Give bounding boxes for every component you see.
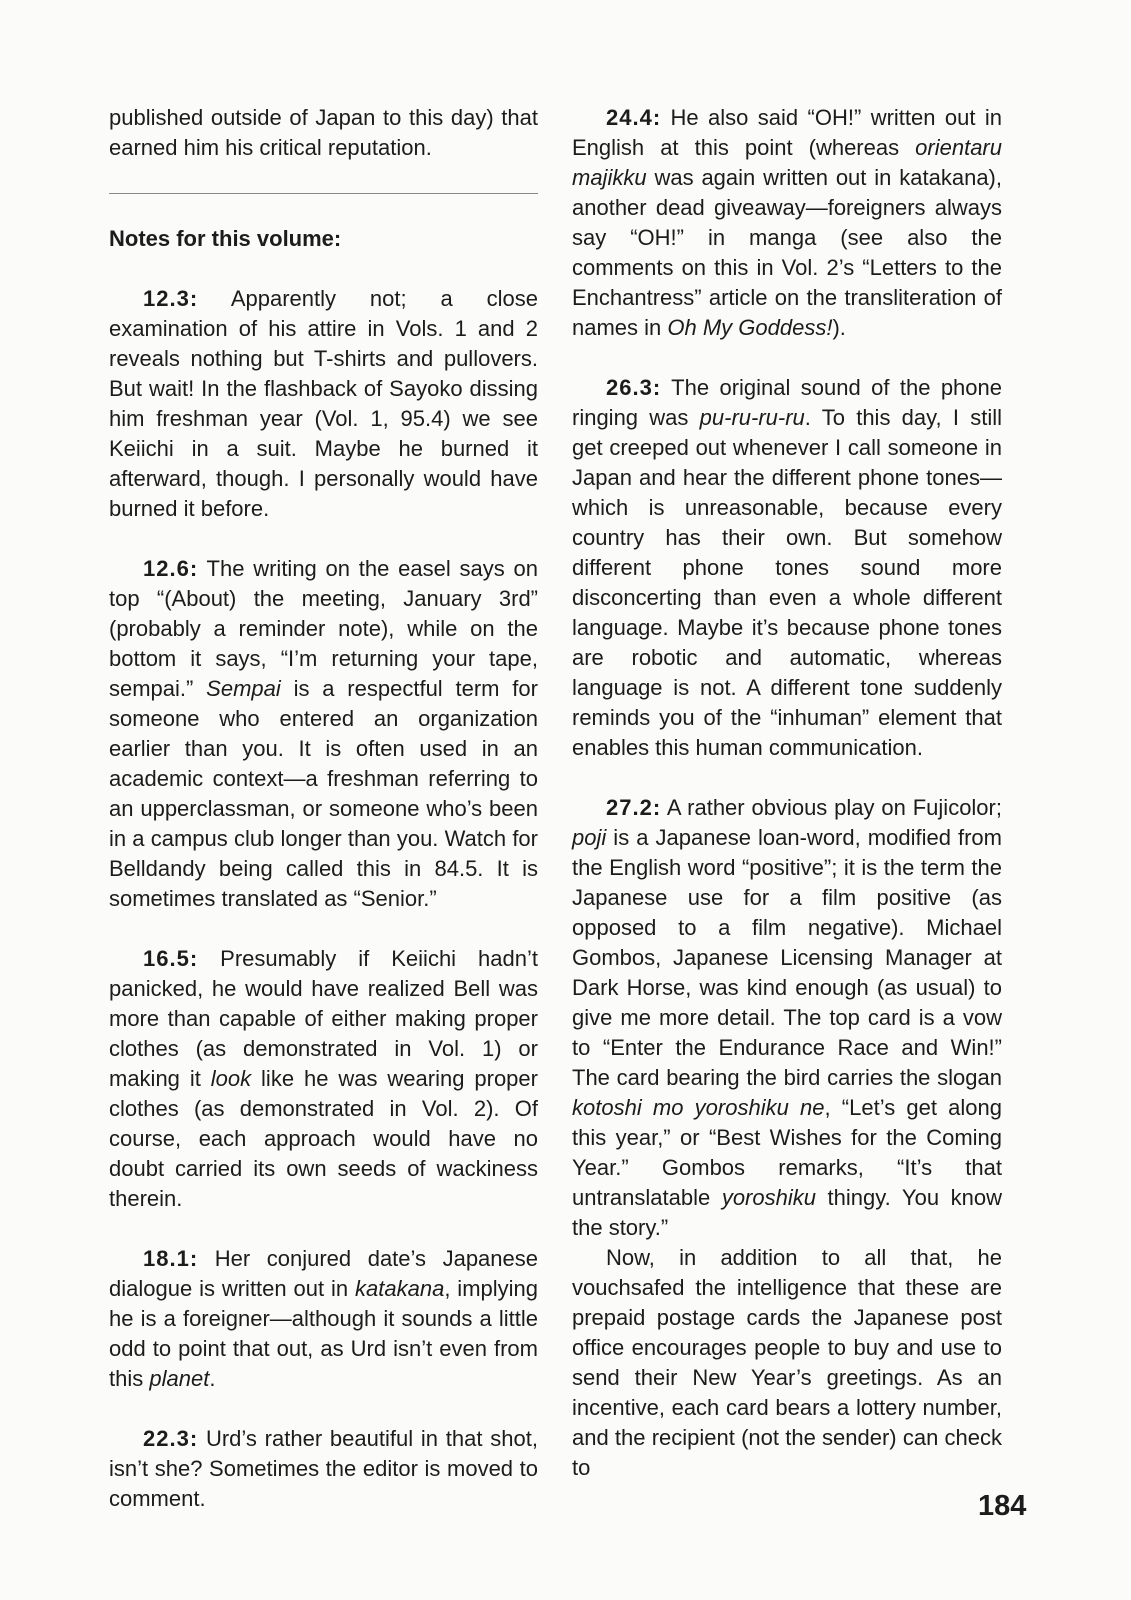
- note-text: Presumably if Keiichi hadn’t panicked, he would have realized Bell was more than capable of either making proper clothes (as demonstrated in Vol. 1) or making it: [109, 946, 538, 1091]
- continuation-paragraph: published outside of Japan to this day) that earned him his critical reputation.: [109, 105, 538, 160]
- italic-term: yoroshiku: [721, 1185, 816, 1210]
- note-id: 18.1:: [143, 1246, 199, 1271]
- note-id: 24.4:: [606, 105, 662, 130]
- note-text: The writing on the easel says on top “(About) the meeting, January 3rd” (probably a reminder note), while on the bottom it says, “I’m returning your tape, sempai.”: [109, 556, 538, 701]
- note-12-3: [109, 284, 538, 524]
- note-text: He also said “OH!” written out in English at this point (whereas: [572, 105, 1002, 160]
- note-id: 12.3:: [143, 286, 199, 311]
- note-16-5: [109, 944, 538, 1214]
- note-26-3: [572, 373, 1002, 763]
- note-text: , implying he is a foreigner—although it sounds a little odd to point that out, as Urd isn’t even from this: [109, 1276, 539, 1391]
- trailing-paragraph: Now, in addition to all that, he vouchsafed the intelligence that these are prepaid postage cards the Japanese post office encourages people to buy and use to send their New Year’s greetings. As an incentive, each card bears a lottery number, and the recipient (not the sender) can check to: [572, 1245, 1002, 1480]
- note-id: 27.2:: [606, 795, 662, 820]
- note-12-6: [109, 554, 538, 914]
- right-column: [572, 103, 1002, 1483]
- italic-term: Oh My Goddess!: [667, 315, 833, 340]
- section-divider: [109, 193, 538, 194]
- note-text: Her conjured date’s Japanese dialogue is written out in: [109, 1246, 538, 1301]
- section-heading: Notes for this volume:: [109, 226, 342, 251]
- note-text: The original sound of the phone ringing was: [572, 375, 1002, 430]
- italic-term: planet: [149, 1366, 210, 1391]
- note-text: is a Japanese loan-word, modified from the English word “positive”; it is the term the Japanese use for a film positive (as opposed to a film negative). Michael Gombos, Japanese Licensing Manager at Dark Horse, was kind enough (as usual) to give me more detail. The top card is a vow to “Enter the Endurance Race and Win!” The card bearing the bird carries the slogan: [572, 825, 1002, 1090]
- note-id: 12.6:: [143, 556, 199, 581]
- note-id: 16.5:: [143, 946, 199, 971]
- italic-term: look: [210, 1066, 252, 1091]
- italic-term: orientaru majikku: [572, 135, 1002, 190]
- left-column: [109, 103, 538, 1544]
- italic-term: poji: [572, 825, 607, 850]
- note-27-2: [572, 793, 1002, 1243]
- note-text: , “Let’s get along this year,” or “Best Wishes for the Coming Year.” Gombos remarks, “It’s that untranslatable: [572, 1095, 1002, 1210]
- note-text: A rather obvious play on Fujicolor;: [666, 795, 1002, 820]
- note-text: like he was wearing proper clothes (as demonstrated in Vol. 2). Of course, each approach would have no doubt carried its own seeds of wackiness therein.: [109, 1066, 538, 1211]
- note-id: 26.3:: [606, 375, 662, 400]
- italic-term: katakana: [355, 1276, 445, 1301]
- note-text: thingy. You know the story.”: [572, 1185, 1003, 1240]
- italic-term: kotoshi mo yoroshiku ne: [572, 1095, 825, 1120]
- page-number: 184: [978, 1490, 1027, 1522]
- note-24-4: [572, 103, 1002, 343]
- note-18-1: [109, 1244, 538, 1394]
- note-22-3: [109, 1424, 538, 1514]
- note-text: ).: [832, 315, 846, 340]
- italic-term: pu-ru-ru-ru: [699, 405, 805, 430]
- note-text: . To this day, I still get creeped out whenever I call someone in Japan and hear the different phone tones—which is unreasonable, because every country has their own. But somehow different phone tones sound more disconcerting than even a whole different language. Maybe it’s because phone tones are robotic and automatic, whereas language is not. A different tone suddenly reminds you of the “inhuman” element that enables this human communication.: [572, 405, 1002, 760]
- note-text: .: [209, 1366, 216, 1391]
- note-text: Apparently not; a close examination of his attire in Vols. 1 and 2 reveals nothing but T-shirts and pullovers. But wait! In the flashback of Sayoko dissing him freshman year (Vol. 1, 95.4) we see Keiichi in a suit. Maybe he burned it afterward, though. I personally would have burned it before.: [109, 286, 538, 521]
- note-text: Urd’s rather beautiful in that shot, isn’t she? Sometimes the editor is moved to comment.: [109, 1426, 538, 1511]
- note-text: is a respectful term for someone who entered an organization earlier than you. It is often used in an academic context—a freshman referring to an upperclassman, or someone who’s been in a campus club longer than you. Watch for Belldandy being called this in 84.5. It is sometimes translated as “Senior.”: [109, 676, 538, 911]
- italic-term: Sempai: [206, 676, 281, 701]
- note-id: 22.3:: [143, 1426, 199, 1451]
- note-text: was again written out in katakana), another dead giveaway—foreigners always say “OH!” in manga (see also the comments on this in Vol. 2’s “Letters to the Enchantress” article on the transliteration of names in: [572, 165, 1002, 340]
